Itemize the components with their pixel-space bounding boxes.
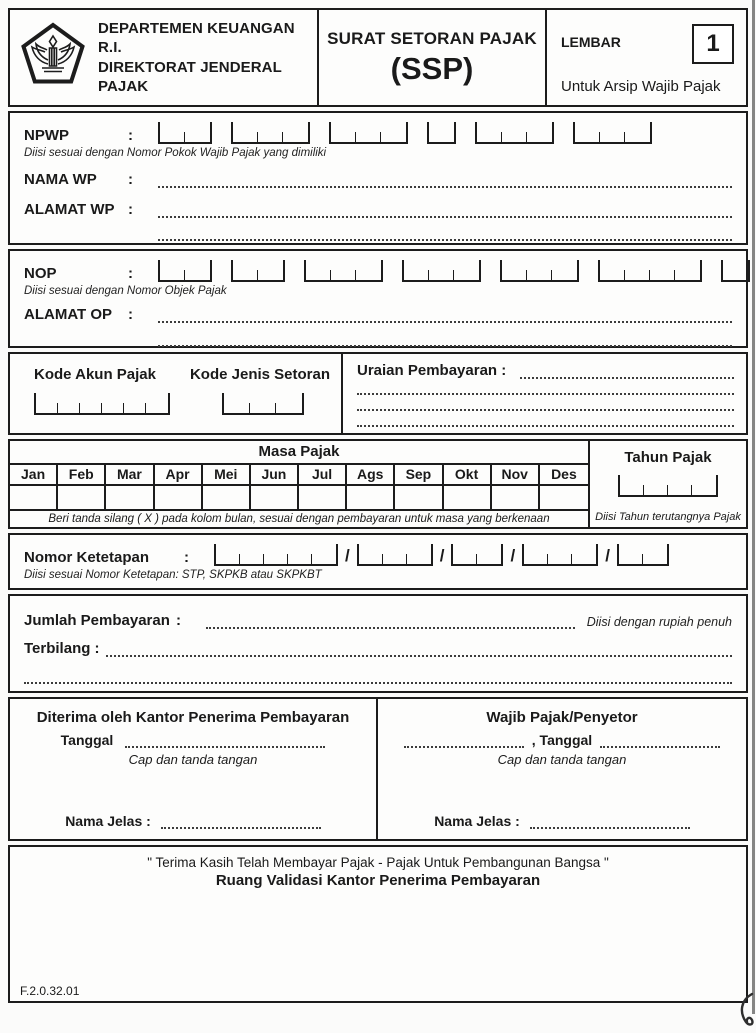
digit-box-group[interactable] <box>451 544 503 566</box>
kode-jenis-label: Kode Jenis Setoran <box>189 366 331 383</box>
nama-jelas-field[interactable] <box>161 816 321 829</box>
nomor-ketetapan-note: Diisi sesuai Nomor Ketetapan: STP, SKPKB atau SKPKBT <box>24 569 322 581</box>
alamat-op-field[interactable] <box>158 310 732 323</box>
month-mark-cell[interactable] <box>58 486 106 509</box>
slash-separator: / <box>345 546 350 565</box>
taxpayer-signature-block <box>378 699 746 839</box>
digit-cell[interactable] <box>600 132 625 142</box>
digit-box-group[interactable] <box>522 544 598 566</box>
digit-cell[interactable] <box>359 554 383 564</box>
digit-box-group[interactable] <box>214 544 338 566</box>
colon: : <box>176 612 181 629</box>
digit-cell[interactable] <box>407 554 431 564</box>
jumlah-pembayaran-section <box>8 594 748 693</box>
digit-cell[interactable] <box>312 554 336 564</box>
digit-cell[interactable] <box>258 270 283 280</box>
month-label: Jan <box>10 465 58 484</box>
bank-signature-block <box>10 699 378 839</box>
month-label: Mei <box>203 465 251 484</box>
terbilang-field-line2[interactable] <box>24 671 732 684</box>
digit-cell[interactable] <box>548 554 572 564</box>
nama-jelas-field[interactable] <box>530 816 690 829</box>
ssp-form <box>8 8 748 1003</box>
digit-box-group[interactable] <box>500 260 579 282</box>
digit-box-group[interactable] <box>427 122 456 144</box>
pen-mark-icon <box>736 992 756 1033</box>
alamat-wp-field-line2[interactable] <box>158 228 732 241</box>
form-code: F.2.0.32.01 <box>20 984 80 998</box>
uraian-field-line3[interactable] <box>357 400 734 411</box>
nama-wp-field[interactable] <box>158 175 732 188</box>
masa-pajak-note: Beri tanda silang ( X ) pada kolom bulan, sesuai dengan pembayaran untuk masa yang berkenaan <box>48 513 550 525</box>
digit-cell[interactable] <box>723 270 748 280</box>
alamat-op-field-line2[interactable] <box>158 334 732 347</box>
digit-box-group[interactable] <box>618 475 718 497</box>
digit-cell[interactable] <box>124 403 146 413</box>
nomor-ketetapan-label: Nomor Ketetapan <box>24 549 150 566</box>
digit-cell[interactable] <box>552 270 577 280</box>
digit-cell[interactable] <box>102 403 124 413</box>
digit-cell[interactable] <box>146 403 168 413</box>
digit-cell[interactable] <box>668 485 692 495</box>
digit-cell[interactable] <box>650 270 675 280</box>
department-line1: DEPARTEMEN KEUANGAN R.I. <box>98 19 295 56</box>
nomor-ketetapan-boxes[interactable] <box>214 544 669 566</box>
digit-box-group[interactable] <box>402 260 481 282</box>
npwp-note: Diisi sesuai dengan Nomor Pokok Wajib Pajak yang dimiliki <box>24 147 327 159</box>
terbilang-label: Terbilang : <box>24 640 100 657</box>
tanggal-field[interactable] <box>125 735 325 748</box>
digit-cell[interactable] <box>356 270 381 280</box>
digit-box-group[interactable] <box>231 122 310 144</box>
form-title-abbr: (SSP) <box>390 50 474 86</box>
month-header-row <box>10 465 588 486</box>
digit-cell[interactable] <box>477 132 502 142</box>
digit-cell[interactable] <box>331 132 356 142</box>
digit-cell[interactable] <box>383 554 407 564</box>
stamp-note: Cap dan tanda tangan <box>497 752 627 767</box>
digit-cell[interactable] <box>36 403 58 413</box>
kode-section <box>8 352 748 435</box>
form-header <box>8 8 748 107</box>
bank-signature-title: Diterima oleh Kantor Penerima Pembayaran <box>36 709 350 726</box>
digit-box-group[interactable] <box>34 393 170 415</box>
month-label: Sep <box>395 465 443 484</box>
npwp-section <box>8 111 748 245</box>
lembar-label: LEMBAR <box>561 34 621 50</box>
digit-cell[interactable] <box>288 554 312 564</box>
kode-jenis-boxes[interactable] <box>222 393 304 415</box>
uraian-field-line4[interactable] <box>357 416 734 427</box>
digit-cell[interactable] <box>264 554 288 564</box>
digit-cell[interactable] <box>80 403 102 413</box>
form-title: SURAT SETORAN PAJAK <box>327 28 537 48</box>
slash-separator: / <box>510 546 516 565</box>
month-mark-cell[interactable] <box>347 486 395 509</box>
tahun-pajak-boxes[interactable] <box>618 475 718 497</box>
nop-section <box>8 249 748 348</box>
nop-note: Diisi sesuai dengan Nomor Objek Pajak <box>24 285 227 297</box>
digit-cell[interactable] <box>250 403 276 413</box>
digit-cell[interactable] <box>224 403 250 413</box>
terbilang-field[interactable] <box>106 644 732 657</box>
alamat-op-label: ALAMAT OP <box>24 306 113 323</box>
digit-cell[interactable] <box>160 132 185 142</box>
npwp-digit-boxes[interactable] <box>158 122 652 144</box>
tanggal-label: Tanggal <box>60 732 114 748</box>
digit-box-group[interactable] <box>573 122 652 144</box>
colon: : <box>128 201 133 218</box>
digit-box-group[interactable] <box>475 122 554 144</box>
copy-for-label: Untuk Arsip Wajib Pajak <box>561 78 721 95</box>
digit-box-group[interactable] <box>329 122 408 144</box>
issuer-block <box>10 10 317 105</box>
digit-cell[interactable] <box>356 132 381 142</box>
masa-pajak-section <box>8 439 748 529</box>
digit-cell[interactable] <box>404 270 429 280</box>
stamp-note: Cap dan tanda tangan <box>128 752 258 767</box>
digit-box-group[interactable] <box>617 544 669 566</box>
digit-cell[interactable] <box>453 554 477 564</box>
digit-cell[interactable] <box>381 132 406 142</box>
month-label: Jul <box>299 465 347 484</box>
month-label: Okt <box>444 465 492 484</box>
jumlah-pembayaran-field[interactable] <box>206 616 575 629</box>
month-mark-cell[interactable] <box>10 486 58 509</box>
month-mark-row <box>10 486 588 511</box>
digit-cell[interactable] <box>185 270 210 280</box>
digit-cell[interactable] <box>276 403 302 413</box>
scan-edge-artifact <box>752 0 755 1014</box>
month-label: Des <box>551 466 577 482</box>
digit-cell[interactable] <box>643 554 667 564</box>
digit-cell[interactable] <box>625 132 650 142</box>
taxpayer-signature-title: Wajib Pajak/Penyetor <box>486 709 638 726</box>
signature-section <box>8 697 748 841</box>
validation-section <box>8 845 748 1003</box>
month-label: Jun <box>251 465 299 484</box>
digit-box-group[interactable] <box>721 260 750 282</box>
digit-cell[interactable] <box>477 554 501 564</box>
nomor-ketetapan-section <box>8 533 748 590</box>
digit-box-group[interactable] <box>231 260 285 282</box>
digit-cell[interactable] <box>185 132 210 142</box>
digit-cell[interactable] <box>58 403 80 413</box>
jumlah-pembayaran-label: Jumlah Pembayaran <box>24 612 170 629</box>
digit-cell[interactable] <box>692 485 716 495</box>
tahun-pajak-label: Tahun Pajak <box>624 449 712 466</box>
month-mark-cell[interactable] <box>492 486 540 509</box>
masa-pajak-title: Masa Pajak <box>10 441 588 465</box>
digit-cell[interactable] <box>454 270 479 280</box>
digit-box-group[interactable] <box>304 260 383 282</box>
tahun-pajak-block <box>590 441 746 527</box>
colon: : <box>128 171 133 188</box>
digit-cell[interactable] <box>675 270 700 280</box>
digit-cell[interactable] <box>644 485 668 495</box>
uraian-label: Uraian Pembayaran : <box>357 362 507 379</box>
alamat-wp-label: ALAMAT WP <box>24 201 115 218</box>
digit-box-group[interactable] <box>158 260 212 282</box>
digit-cell[interactable] <box>575 132 600 142</box>
digit-cell[interactable] <box>258 132 283 142</box>
form-title-block <box>317 10 547 105</box>
colon: : <box>184 549 189 566</box>
month-mark-cell[interactable] <box>251 486 299 509</box>
digit-cell[interactable] <box>331 270 356 280</box>
colon: : <box>128 127 133 144</box>
digit-cell[interactable] <box>160 270 185 280</box>
nama-jelas-label: Nama Jelas : <box>65 813 151 829</box>
kode-akun-boxes[interactable] <box>34 393 170 415</box>
digit-cell[interactable] <box>233 270 258 280</box>
tanggal-field[interactable] <box>600 735 720 748</box>
month-mark-cell[interactable] <box>444 486 492 509</box>
digit-cell[interactable] <box>524 554 548 564</box>
digit-cell[interactable] <box>502 132 527 142</box>
uraian-field-line2[interactable] <box>357 384 734 395</box>
month-mark-cell[interactable] <box>540 486 588 509</box>
place-field[interactable] <box>404 735 524 748</box>
month-label: Nov <box>492 465 540 484</box>
npwp-label: NPWP <box>24 127 69 144</box>
digit-cell[interactable] <box>600 270 625 280</box>
nop-digit-boxes[interactable] <box>158 260 750 282</box>
kemenkeu-logo-icon <box>20 22 86 93</box>
month-mark-cell[interactable] <box>203 486 251 509</box>
digit-cell[interactable] <box>527 132 552 142</box>
digit-cell[interactable] <box>620 485 644 495</box>
rupiah-note: Diisi dengan rupiah penuh <box>586 615 732 629</box>
digit-cell[interactable] <box>625 270 650 280</box>
digit-box-group[interactable] <box>598 260 702 282</box>
digit-cell[interactable] <box>527 270 552 280</box>
nama-jelas-label: Nama Jelas : <box>434 813 520 829</box>
tahun-pajak-note: Diisi Tahun terutangnya Pajak <box>595 511 741 523</box>
kode-akun-label: Kode Akun Pajak <box>34 366 156 383</box>
digit-box-group[interactable] <box>357 544 433 566</box>
thanks-message: " Terima Kasih Telah Membayar Pajak - Pajak Untuk Pembangunan Bangsa " <box>147 855 609 870</box>
department-line2: DIREKTORAT JENDERAL PAJAK <box>98 58 282 95</box>
month-mark-cell[interactable] <box>395 486 443 509</box>
copy-info-block <box>547 10 746 105</box>
digit-box-group[interactable] <box>222 393 304 415</box>
nop-label: NOP <box>24 265 57 282</box>
validation-title: Ruang Validasi Kantor Penerima Pembayaran <box>215 872 541 889</box>
digit-cell[interactable] <box>233 132 258 142</box>
digit-cell[interactable] <box>240 554 264 564</box>
month-mark-cell[interactable] <box>299 486 347 509</box>
digit-cell[interactable] <box>572 554 596 564</box>
digit-cell[interactable] <box>502 270 527 280</box>
tanggal-label: , Tanggal <box>531 732 593 748</box>
digit-cell[interactable] <box>216 554 240 564</box>
uraian-field[interactable] <box>520 366 734 379</box>
digit-cell[interactable] <box>429 270 454 280</box>
digit-cell[interactable] <box>619 554 643 564</box>
month-mark-cell[interactable] <box>155 486 203 509</box>
digit-cell[interactable] <box>429 132 454 142</box>
month-label: Feb <box>58 465 106 484</box>
month-label: Ags <box>347 465 395 484</box>
colon: : <box>128 265 133 282</box>
digit-box-group[interactable] <box>158 122 212 144</box>
slash-separator: / <box>439 546 445 565</box>
slash-separator: / <box>605 546 610 565</box>
colon: : <box>128 306 133 323</box>
month-label: Apr <box>155 465 203 484</box>
nama-wp-label: NAMA WP <box>24 171 97 188</box>
month-label: Mar <box>106 465 154 484</box>
digit-cell[interactable] <box>283 132 308 142</box>
month-mark-cell[interactable] <box>106 486 154 509</box>
lembar-number-box: 1 <box>692 24 734 64</box>
alamat-wp-field[interactable] <box>158 205 732 218</box>
digit-cell[interactable] <box>306 270 331 280</box>
